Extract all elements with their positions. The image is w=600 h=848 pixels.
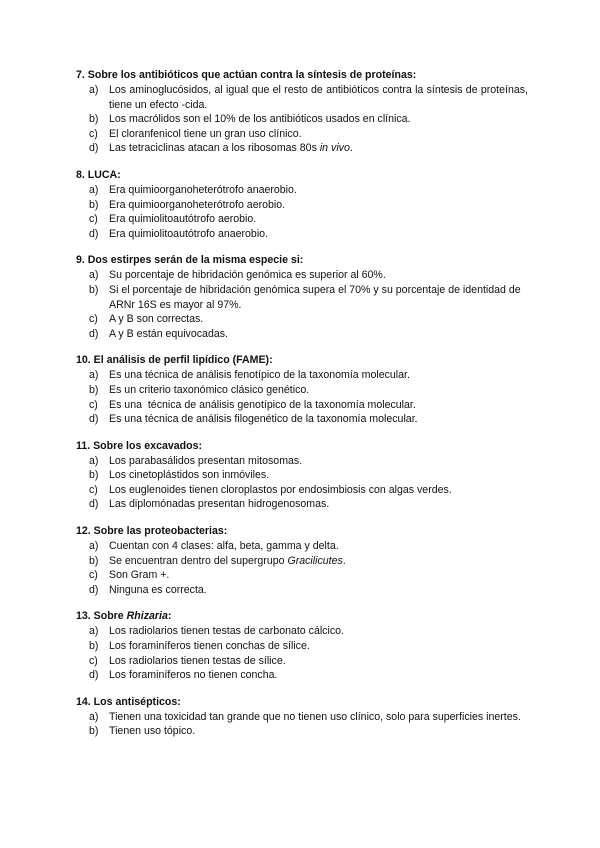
option-text: Los parabasálidos presentan mitosomas. (109, 454, 303, 467)
option-letter: c) (89, 569, 98, 582)
option-letter: b) (89, 198, 99, 211)
option-text: Los aminoglucósidos, al igual que el resto de antibióticos contra la síntesis de proteínas, tiene un efecto -cida. (109, 84, 528, 111)
question-7 (76, 68, 528, 156)
question-title-italic: Rhizaria (126, 610, 168, 623)
option-text: Tienen una toxicidad tan grande que no tienen uso clínico, solo para superficies inertes. (109, 710, 521, 723)
option-text: Son Gram +. (109, 569, 170, 582)
question-title: 10. El análisis de perfil lipídico (FAME): (76, 354, 273, 367)
option-a (76, 710, 528, 725)
option-text: Era quimiolitoautótrofo anaerobio. (109, 227, 269, 240)
option-text: A y B son correctas. (109, 313, 204, 326)
question-title-suffix: : (167, 610, 172, 623)
option-letter: d) (89, 327, 99, 340)
option-a (76, 83, 528, 112)
question-8 (76, 168, 528, 241)
option-text: Las diplomónadas presentan hidrogenosomas. (109, 498, 330, 511)
option-text: Los macrólidos son el 10% de los antibióticos usados en clínica. (109, 113, 411, 126)
option-letter: d) (89, 413, 99, 426)
option-a (76, 624, 528, 639)
option-b (76, 639, 528, 654)
question-title: 14. Los antisépticos: (76, 695, 181, 708)
option-d (76, 141, 528, 156)
option-letter: a) (89, 269, 99, 282)
question-11 (76, 439, 528, 512)
option-text: Era quimioorganoheterótrofo aerobio. (109, 198, 286, 211)
option-d (76, 227, 528, 242)
option-d (76, 412, 528, 427)
option-letter: a) (89, 84, 99, 96)
option-text: Los foraminíferos no tienen concha. (109, 669, 278, 682)
option-a (76, 183, 528, 198)
option-text: Era quimiolitoautótrofo aerobio. (109, 213, 257, 226)
option-c (76, 398, 528, 413)
option-letter: c) (89, 313, 98, 326)
question-title: 11. Sobre los excavados: (76, 439, 203, 452)
document-page (76, 68, 528, 751)
option-text: Es una técnica de análisis fenotípico de la taxonomía molecular. (109, 369, 410, 382)
option-b (76, 283, 528, 312)
option-letter: c) (89, 127, 98, 140)
option-text: Las tetraciclinas atacan a los ribosomas 80s (109, 142, 317, 155)
option-letter: b) (89, 725, 99, 738)
option-d (76, 497, 528, 512)
option-letter: d) (89, 583, 99, 596)
option-text-wrapper (109, 554, 528, 569)
question-12 (76, 524, 528, 597)
option-c (76, 127, 528, 142)
option-letter: b) (89, 283, 99, 296)
option-b (76, 724, 528, 739)
option-c (76, 212, 528, 227)
option-b (76, 112, 528, 127)
option-letter: a) (89, 540, 99, 553)
option-suffix: . (342, 554, 346, 567)
option-letter: a) (89, 454, 99, 467)
option-italic: Gracilicutes (287, 554, 343, 567)
option-letter: b) (89, 113, 99, 126)
option-letter: d) (89, 227, 99, 240)
option-c (76, 654, 528, 669)
option-text: Cuentan con 4 clases: alfa, beta, gamma y delta. (109, 540, 339, 553)
option-d (76, 583, 528, 598)
option-letter: a) (89, 183, 99, 196)
option-text: El cloranfenicol tiene un gran uso clínico. (109, 127, 302, 140)
option-a (76, 454, 528, 469)
question-title: 8. LUCA: (76, 168, 121, 181)
option-letter: b) (89, 469, 99, 482)
option-text: Si el porcentaje de hibridación genómica supera el 70% y su porcentaje de identidad de ARNr 16S es mayor al 97%. (109, 283, 521, 311)
option-letter: c) (89, 483, 98, 496)
option-text: Es una técnica de análisis genotípico de la taxonomía molecular. (109, 398, 416, 411)
option-b (76, 383, 528, 398)
option-text: Los euglenoides tienen cloroplastos por endosimbiosis con algas verdes. (109, 483, 452, 496)
question-title-text: 13. Sobre (76, 610, 124, 623)
option-c (76, 568, 528, 583)
option-letter: d) (89, 142, 99, 155)
option-b (76, 468, 528, 483)
option-letter: c) (89, 213, 98, 226)
question-title (76, 609, 528, 623)
option-text: A y B están equivocadas. (109, 327, 228, 340)
option-b (76, 554, 528, 569)
option-text: Es una técnica de análisis filogenético de la taxonomía molecular. (109, 413, 418, 426)
option-letter: b) (89, 640, 99, 653)
option-text: Es un criterio taxonómico clásico genético. (109, 383, 310, 396)
option-text: Ninguna es correcta. (109, 583, 207, 596)
option-text-wrapper (109, 141, 528, 156)
option-text: Era quimioorganoheterótrofo anaerobio. (109, 183, 297, 196)
option-text: Los cinetoplástidos son inmóviles. (109, 469, 270, 482)
option-a (76, 268, 528, 283)
option-letter: c) (89, 654, 98, 667)
option-letter: b) (89, 554, 99, 567)
option-letter: c) (89, 398, 98, 411)
option-text: Se encuentran dentro del supergrupo (109, 554, 285, 567)
option-text: Tienen uso tópico. (109, 725, 196, 738)
question-14 (76, 695, 528, 739)
option-c (76, 483, 528, 498)
question-13 (76, 609, 528, 682)
option-text: Los radiolarios tienen testas de sílice. (109, 654, 286, 667)
option-suffix: . (349, 142, 353, 155)
option-a (76, 368, 528, 383)
option-letter: a) (89, 369, 99, 382)
option-letter: b) (89, 383, 99, 396)
question-title: 12. Sobre las proteobacterias: (76, 525, 228, 538)
option-letter: a) (89, 625, 99, 638)
option-d (76, 327, 528, 342)
question-10 (76, 353, 528, 426)
option-letter: a) (89, 710, 99, 723)
option-text: Su porcentaje de hibridación genómica es superior al 60%. (109, 269, 386, 282)
option-letter: d) (89, 669, 99, 682)
option-d (76, 668, 528, 683)
option-b (76, 198, 528, 213)
question-9 (76, 253, 528, 341)
question-title: 9. Dos estirpes serán de la misma especie si: (76, 254, 304, 267)
option-a (76, 539, 528, 554)
option-italic: in vivo (319, 142, 350, 155)
option-letter: d) (89, 498, 99, 511)
question-title: 7. Sobre los antibióticos que actúan contra la síntesis de proteínas: (76, 69, 417, 81)
option-text: Los radiolarios tienen testas de carbonato cálcico. (109, 625, 344, 638)
option-c (76, 312, 528, 327)
option-text: Los foraminíferos tienen conchas de sílice. (109, 640, 310, 653)
